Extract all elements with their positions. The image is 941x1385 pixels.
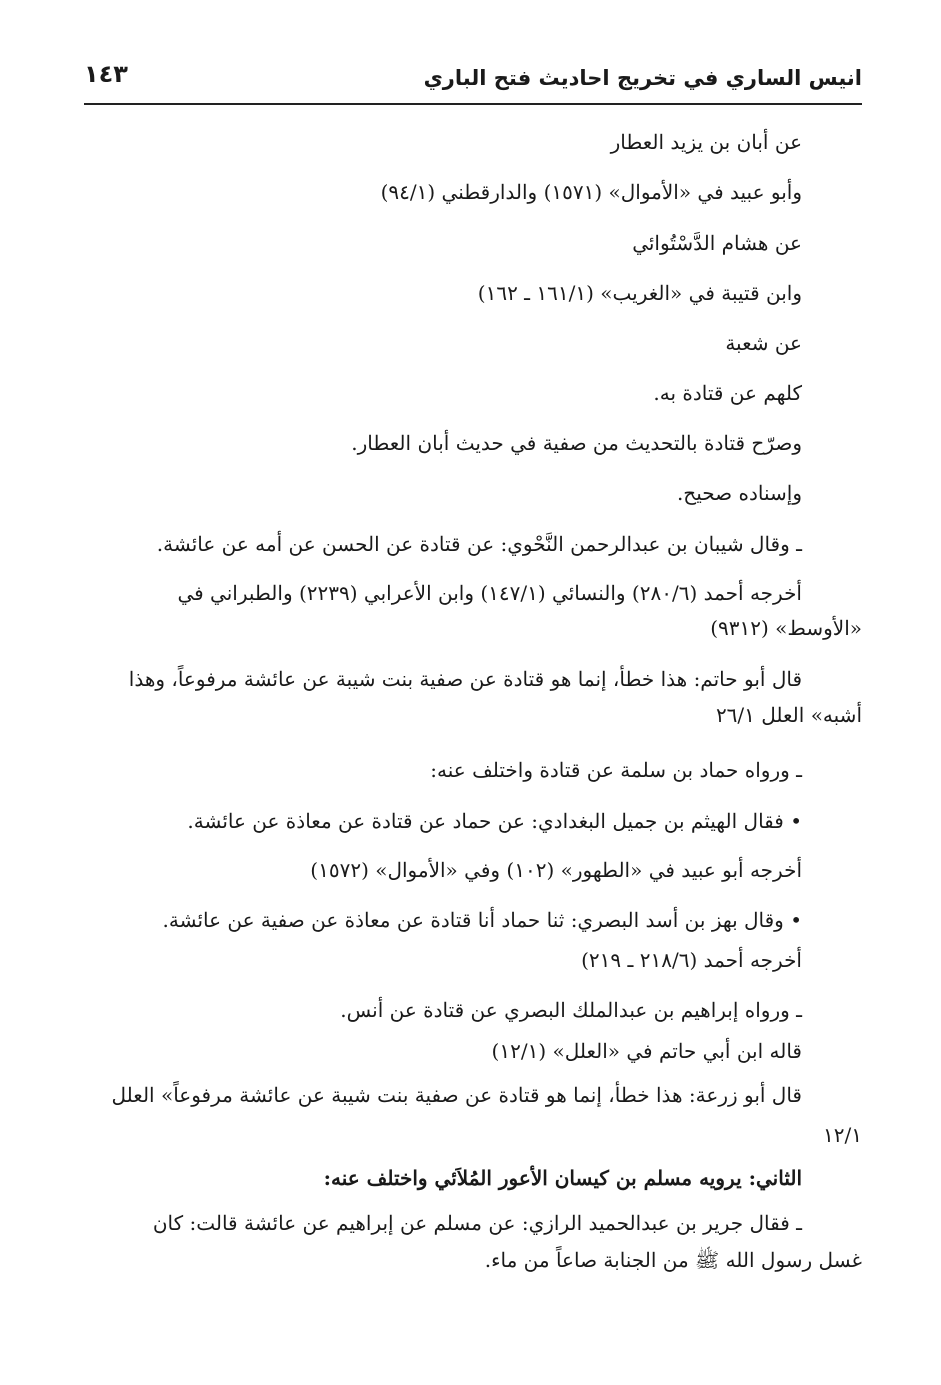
text-line: ـ فقال جرير بن عبدالحميد الرازي: عن مسلم عن إبراهيم عن عائشة قالت: كان bbox=[152, 1211, 802, 1235]
text-line: غسل رسول الله ﷺ من الجنابة صاعاً من ماء. bbox=[484, 1248, 862, 1272]
text-line: وإسناده صحيح. bbox=[676, 481, 802, 505]
text-line: قاله ابن أبي حاتم في «العلل» (١٢/١) bbox=[491, 1039, 802, 1063]
text-line: • وقال بهز بن أسد البصري: ثنا حماد أنا قتادة عن معاذة عن صفية عن عائشة. bbox=[162, 908, 802, 932]
page-header bbox=[84, 58, 862, 98]
text-line: «الأوسط» (٩٣١٢) bbox=[710, 616, 862, 640]
text-line: كلهم عن قتادة به. bbox=[653, 381, 802, 405]
text-line: ـ ورواه حماد بن سلمة عن قتادة واختلف عنه: bbox=[430, 758, 802, 782]
text-line: أخرجه أحمد (٢١٨/٦ ـ ٢١٩) bbox=[581, 948, 802, 972]
text-line: عن أبان بن يزيد العطار bbox=[610, 130, 802, 154]
text-line: أشبه» العلل ٢٦/١ bbox=[715, 703, 862, 727]
text-line: قال أبو حاتم: هذا خطأ، إنما هو قتادة عن صفية بنت شيبة عن عائشة مرفوعاً، وهذا bbox=[128, 667, 802, 691]
header-rule bbox=[84, 103, 862, 105]
text-line: قال أبو زرعة: هذا خطأ، إنما هو قتادة عن صفية بنت شيبة عن عائشة مرفوعاً» العلل bbox=[111, 1083, 802, 1107]
running-title: انيس الساري في تخريج احاديث فتح الباري bbox=[423, 66, 862, 90]
text-line: أخرجه أبو عبيد في «الطهور» (١٠٢) وفي «الأموال» (١٥٧٢) bbox=[310, 858, 802, 882]
text-line: عن شعبة bbox=[725, 331, 802, 355]
text-line: وصرّح قتادة بالتحديث من صفية في حديث أبان العطار. bbox=[351, 431, 802, 455]
page-number: ١٤٣ bbox=[84, 60, 128, 88]
text-line: وأبو عبيد في «الأموال» (١٥٧١) والدارقطني (٩٤/١) bbox=[380, 180, 802, 204]
text-line: • فقال الهيثم بن جميل البغدادي: عن حماد عن قتادة عن معاذة عن عائشة. bbox=[187, 809, 802, 833]
text-line: وابن قتيبة في «الغريب» (١٦١/١ ـ ١٦٢) bbox=[477, 281, 802, 305]
text-line: ـ وقال شيبان بن عبدالرحمن النَّحْوي: عن قتادة عن الحسن عن أمه عن عائشة. bbox=[156, 532, 802, 556]
section-heading-line: الثاني: يرويه مسلم بن كيسان الأعور المُلاَئي واختلف عنه: bbox=[323, 1166, 802, 1190]
text-line: عن هشام الدَّسْتُوائي bbox=[632, 231, 802, 255]
text-line: أخرجه أحمد (٢٨٠/٦) والنسائي (١٤٧/١) وابن الأعرابي (٢٢٣٩) والطبراني في bbox=[177, 581, 802, 605]
text-line: ـ ورواه إبراهيم بن عبدالملك البصري عن قتادة عن أنس. bbox=[340, 998, 802, 1022]
text-line: ١٢/١ bbox=[823, 1123, 862, 1147]
